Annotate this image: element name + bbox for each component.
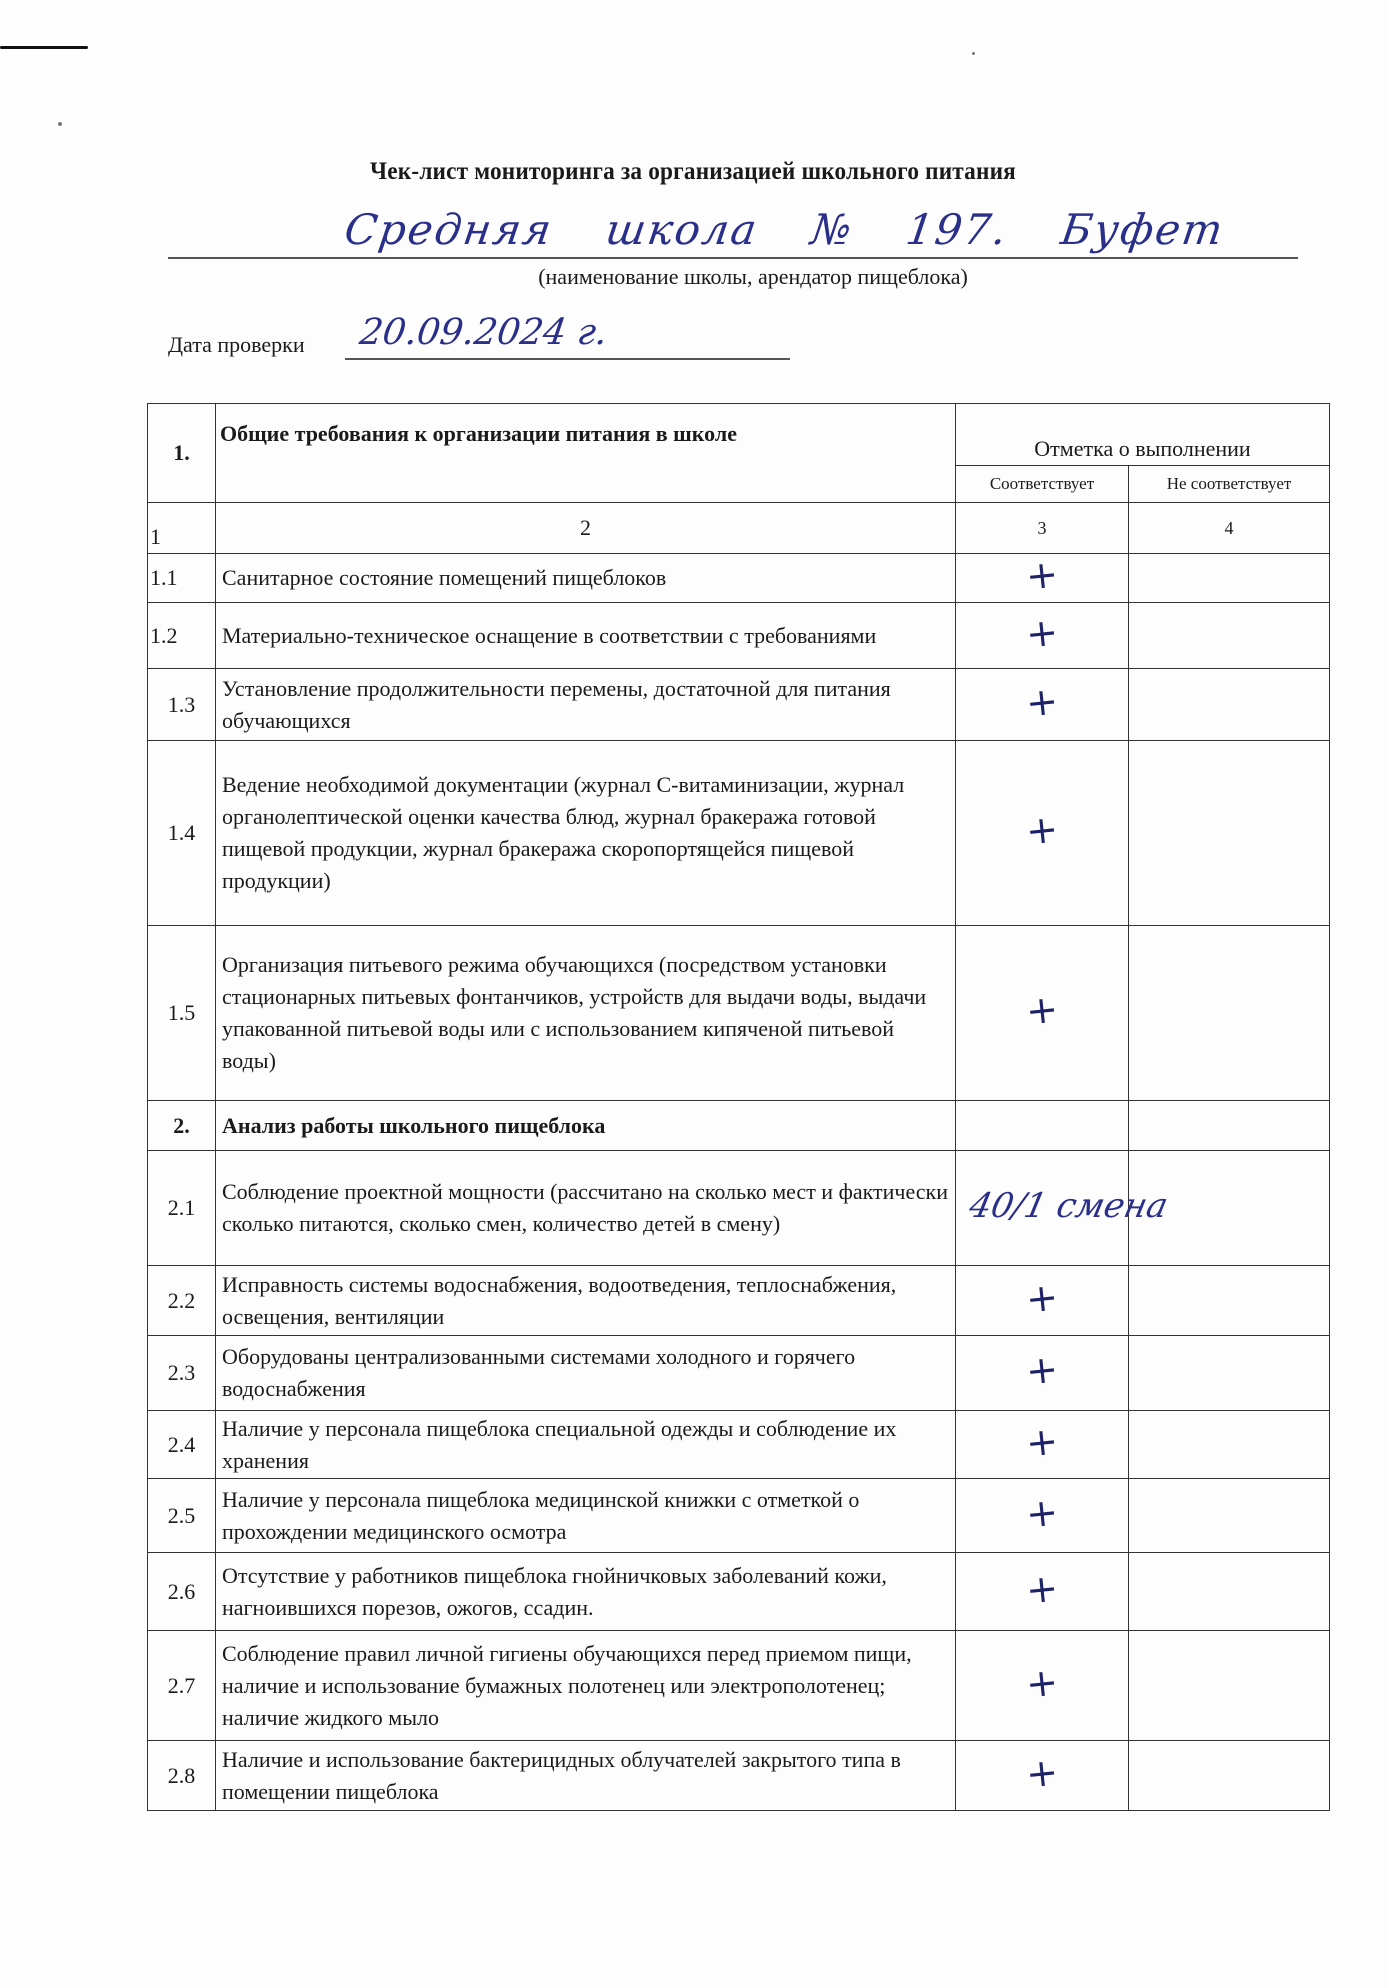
table-row [148,1479,1330,1553]
handwritten-plus-mark: + [1023,1564,1061,1613]
table-row [148,603,1330,669]
checklist-table [147,403,1330,1811]
complies-cell[interactable] [956,1479,1129,1553]
not-complies-cell[interactable] [1129,741,1330,926]
complies-cell[interactable] [956,603,1129,669]
date-line [345,358,790,360]
complies-cell[interactable] [956,669,1129,741]
item-description: Соблюдение правил личной гигиены обучающихся перед приемом пищи, наличие и использование бумажных полотенец или электрополотенец; наличие жидкого мыло [216,1631,956,1741]
item-number: 2.8 [148,1741,216,1811]
column-number: 2 [216,503,956,554]
table-row [148,741,1330,926]
not-complies-cell[interactable] [1129,603,1330,669]
inspection-date-handwritten: 20.09.2024 г. [357,312,611,353]
item-description: Наличие и использование бактерицидных облучателей закрытого типа в помещении пищеблока [216,1741,956,1811]
not-complies-cell[interactable] [1129,926,1330,1101]
complies-cell[interactable] [956,1631,1129,1741]
col-header-complies: Соответствует [956,466,1129,503]
not-complies-cell[interactable] [1129,1741,1330,1811]
table-row [148,1631,1330,1741]
complies-cell[interactable] [956,1151,1172,1266]
item-number: 2.6 [148,1553,216,1631]
handwritten-plus-mark: + [1023,1658,1061,1707]
item-description: Соблюдение проектной мощности (рассчитано на сколько мест и фактически сколько питаются, сколько смен, количество детей в смену) [216,1151,956,1266]
not-complies-cell[interactable] [1129,1266,1330,1336]
not-complies-cell[interactable] [1129,669,1330,741]
item-number: 1.3 [148,669,216,741]
table-row [148,1741,1330,1811]
handwritten-plus-mark: + [1023,608,1061,657]
handwritten-plus-mark: + [1023,677,1061,726]
not-complies-cell[interactable] [1129,1411,1330,1479]
not-complies-cell[interactable] [1129,1631,1330,1741]
scan-speck [58,122,62,126]
section-number: 2. [148,1101,216,1151]
handwritten-plus-mark: + [1023,1417,1061,1466]
item-description: Исправность системы водоснабжения, водоотведения, теплоснабжения, освещения, вентиляции [216,1266,956,1336]
handwritten-plus-mark: + [1023,1273,1061,1322]
complies-cell [956,1101,1129,1151]
item-number: 2.5 [148,1479,216,1553]
item-description: Отсутствие у работников пищеблока гнойничковых заболеваний кожи, нагноившихся порезов, ожогов, ссадин. [216,1553,956,1631]
item-description: Установление продолжительности перемены, достаточной для питания обучающихся [216,669,956,741]
mark-header: Отметка о выполнении [956,404,1330,466]
section-title: Анализ работы школьного пищеблока [216,1101,956,1151]
handwritten-plus-mark: + [1023,1346,1061,1394]
column-number: 3 [956,503,1129,554]
handwritten-plus-mark: + [1023,551,1061,599]
item-number: 2.4 [148,1411,216,1479]
item-description: Наличие у персонала пищеблока специальной одежды и соблюдение их хранения [216,1411,956,1479]
complies-cell[interactable] [956,741,1129,926]
date-label: Дата проверки [168,332,305,357]
table-row [148,1266,1330,1336]
not-complies-cell[interactable] [1129,1479,1330,1553]
table-row [148,1411,1330,1479]
column-number: 4 [1129,503,1330,554]
complies-cell[interactable] [956,1741,1129,1811]
item-number: 2.2 [148,1266,216,1336]
not-complies-cell[interactable] [1129,1336,1330,1411]
table-row [148,1151,1330,1266]
handwritten-plus-mark: + [1023,1748,1061,1797]
complies-cell[interactable] [956,551,1129,603]
column-number-row [148,503,1330,554]
table-row [148,926,1330,1101]
not-complies-cell[interactable] [1129,1553,1330,1631]
complies-cell[interactable] [956,1336,1129,1411]
section-number: 1. [148,404,216,503]
not-complies-cell[interactable] [1129,554,1330,603]
item-description: Материально-техническое оснащение в соответствии с требованиями [216,603,956,669]
complies-cell[interactable] [956,1411,1129,1479]
document-title: Чек-лист мониторинга за организацией школьного питания [370,158,1016,185]
handwritten-plus-mark: + [1023,806,1061,854]
table-row [148,554,1330,603]
handwritten-plus-mark: + [1023,1488,1061,1537]
col-header-not-complies: Не соответствует [1129,466,1330,503]
not-complies-cell [1129,1101,1330,1151]
item-description: Наличие у персонала пищеблока медицинской книжки с отметкой о прохождении медицинского осмотра [216,1479,956,1553]
complies-cell[interactable] [956,1553,1129,1631]
scan-corner-mark [0,46,88,49]
item-description: Санитарное состояние помещений пищеблоков [216,554,956,603]
item-number: 1.5 [148,926,216,1101]
table-row [148,1336,1330,1411]
scan-speck [972,52,975,55]
item-number: 1.1 [148,554,216,603]
table-header-row [148,404,1330,466]
item-number: 1.4 [148,741,216,926]
school-name-line [168,257,1298,259]
section-header-row [148,1101,1330,1151]
handwritten-plus-mark: + [1023,986,1061,1034]
section-title: Общие требования к организации питания в школе [216,404,956,503]
item-number: 2.3 [148,1336,216,1411]
item-description: Организация питьевого режима обучающихся (посредством установки стационарных питьевых фонтанчиков, устройств для выдачи воды, выдачи упакованной питьевой воды или с использованием кипяченой питьевой воды) [216,926,956,1101]
handwritten-note: 40/1 смена [965,1186,1172,1226]
complies-cell[interactable] [956,926,1129,1101]
item-number: 2.7 [148,1631,216,1741]
school-name-caption: (наименование школы, арендатор пищеблока) [538,264,968,289]
table-row [148,1553,1330,1631]
item-number: 1.2 [148,603,216,669]
item-description: Оборудованы централизованными системами холодного и горячего водоснабжения [216,1336,956,1411]
complies-cell[interactable] [956,1266,1129,1336]
item-description: Ведение необходимой документации (журнал С-витаминизации, журнал органолептической оценки качества блюд, журнал бракеража готовой пищевой продукции, журнал бракеража скоропортящейся пищевой продукции) [216,741,956,926]
table-row [148,669,1330,741]
column-number: 1 [148,503,216,554]
item-number: 2.1 [148,1151,216,1266]
school-name-handwritten: Средняя школа № 197. Буфет [341,205,1228,254]
